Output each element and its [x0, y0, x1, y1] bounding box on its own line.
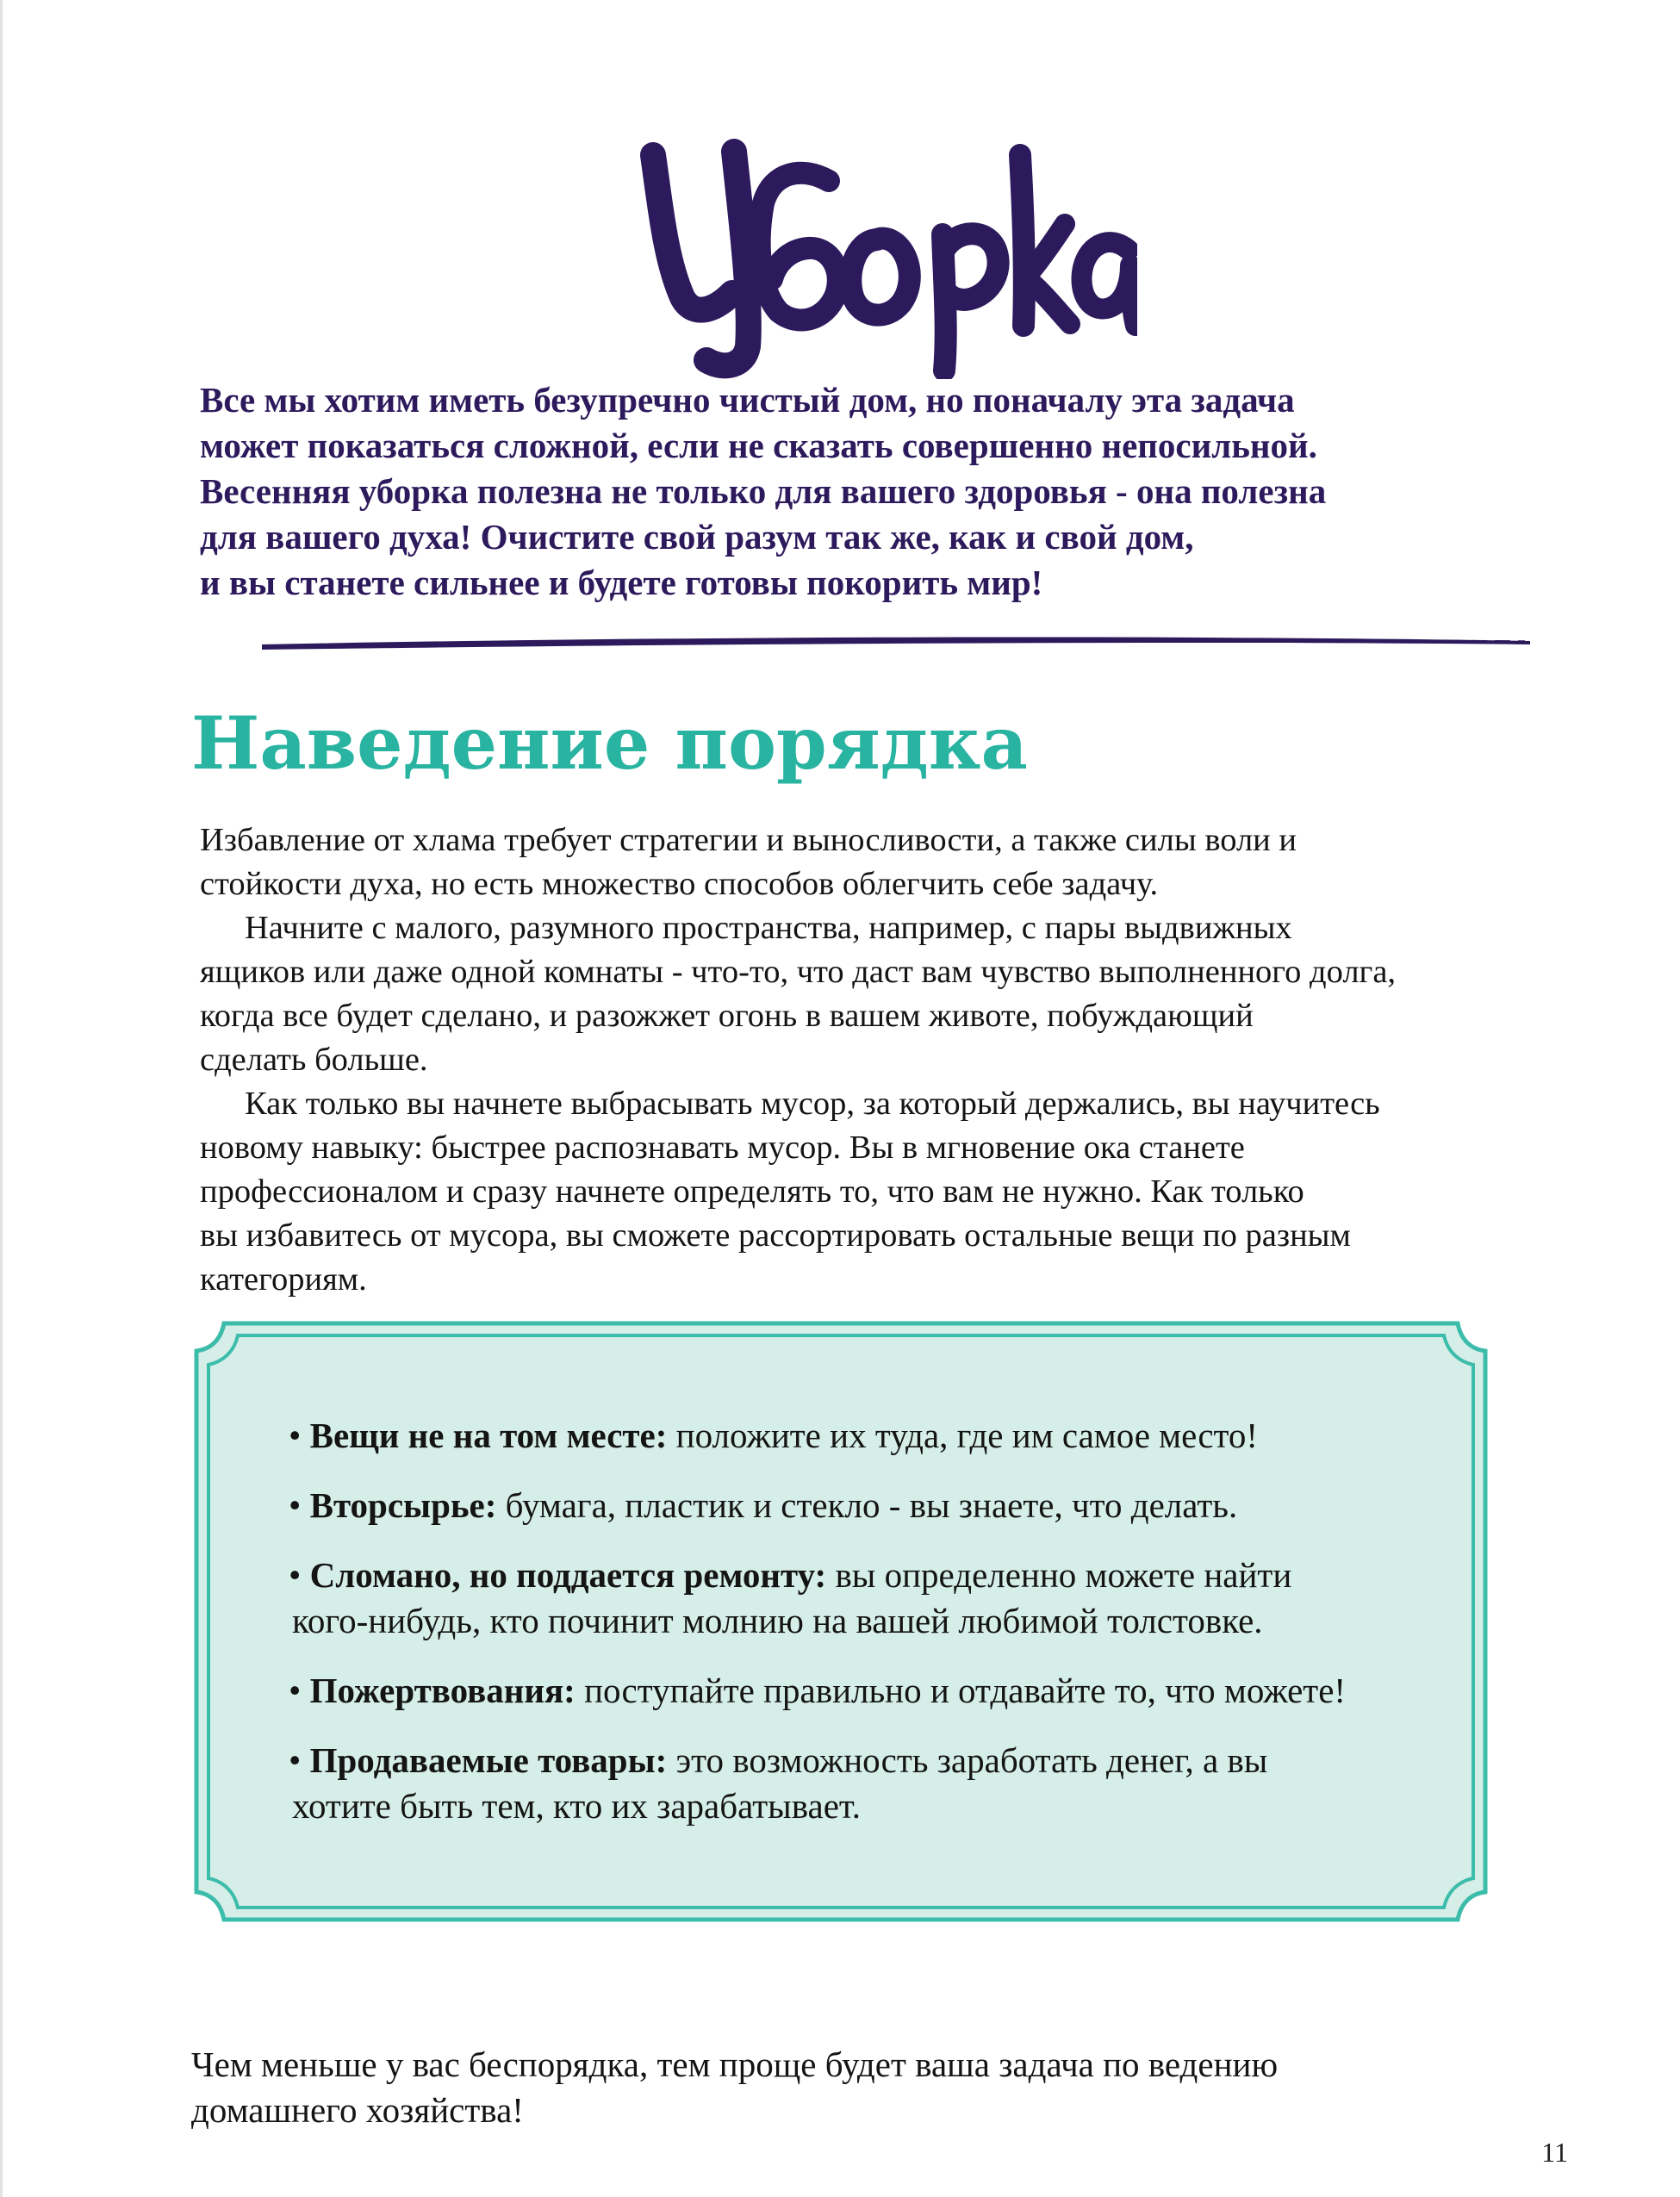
tip-text-continued: кого-нибудь, кто починит молнию на вашей любимой толстовке.: [292, 1601, 1263, 1640]
closing-line: домашнего хозяйства!: [191, 2090, 524, 2130]
tip-item: [289, 1738, 1512, 1829]
page-number: 11: [1541, 2137, 1568, 2168]
tip-item: [289, 1668, 1512, 1714]
tip-term: Вторсырье:: [309, 1485, 497, 1525]
bullet: •: [289, 1671, 302, 1710]
title-lettering: [603, 121, 1137, 379]
tip-term: Продаваемые товары:: [309, 1740, 668, 1780]
body-line: стойкости духа, но есть множество способов облегчить себе задачу.: [200, 866, 1159, 902]
tip-item: [289, 1553, 1512, 1644]
body-line: профессионалом и сразу начнете определять то, что вам не нужно. Как только: [200, 1173, 1304, 1210]
tip-text: это возможность заработать денег, а вы: [675, 1740, 1268, 1780]
tip-item: [289, 1483, 1512, 1528]
brush-stroke-divider: [258, 631, 1534, 653]
bullet: •: [289, 1555, 302, 1595]
body-line: новому навыку: быстрее распознавать мусор. Вы в мгновение ока станете: [200, 1130, 1245, 1166]
body-line: когда все будет сделано, и разожжет огонь в вашем животе, побуждающий: [200, 998, 1254, 1034]
intro-line: Весенняя уборка полезна не только для вашего здоровья - она полезна: [200, 471, 1327, 511]
page-title: [603, 121, 1137, 379]
tip-item: [289, 1413, 1512, 1459]
tip-term: Вещи не на том месте:: [309, 1416, 668, 1455]
tip-text-continued: хотите быть тем, кто их зарабатывает.: [292, 1786, 862, 1826]
tip-text: поступайте правильно и отдавайте то, что можете!: [584, 1671, 1347, 1710]
intro-line: Все мы хотим иметь безупречно чистый дом, но поначалу эта задача: [200, 380, 1295, 420]
body-line: категориям.: [200, 1261, 367, 1298]
intro-line: для вашего духа! Очистите свой разум так же, как и свой дом,: [200, 517, 1194, 557]
body-line: вы избавитесь от мусора, вы сможете рассортировать остальные вещи по разным: [200, 1217, 1351, 1254]
closing-line: Чем меньше у вас беспорядка, тем проще будет ваша задача по ведению: [191, 2045, 1279, 2084]
tip-text: вы определенно можете найти: [835, 1555, 1292, 1595]
body-line: сделать больше.: [200, 1042, 428, 1078]
body-line: Избавление от хлама требует стратегии и выносливости, а также силы воли и: [200, 822, 1297, 858]
bullet: •: [289, 1485, 302, 1525]
body-paragraphs: [200, 818, 1578, 1302]
closing-paragraph: [191, 2042, 1613, 2133]
bullet: •: [289, 1740, 302, 1780]
intro-line: и вы станете сильнее и будете готовы покорить мир!: [200, 563, 1043, 602]
tip-text: бумага, пластик и стекло - вы знаете, что делать.: [505, 1485, 1238, 1525]
intro-paragraph: [200, 377, 1578, 606]
tip-term: Сломано, но поддается ремонту:: [309, 1555, 827, 1595]
section-heading: Наведение порядка: [191, 700, 1028, 786]
body-line: ящиков или даже одной комнаты - что-то, что даст вам чувство выполненного долга,: [200, 954, 1397, 990]
tip-term: Пожертвования:: [309, 1671, 576, 1710]
intro-line: может показаться сложной, если не сказать совершенно непосильной.: [200, 426, 1317, 465]
bullet: •: [289, 1416, 302, 1455]
page-edge: [0, 0, 3, 2197]
tips-list: [289, 1413, 1512, 1853]
body-line: Начните с малого, разумного пространства, например, с пары выдвижных: [245, 910, 1292, 946]
body-line: Как только вы начнете выбрасывать мусор, за который держались, вы научитесь: [245, 1086, 1380, 1122]
tip-text: положите их туда, где им самое место!: [675, 1416, 1259, 1455]
